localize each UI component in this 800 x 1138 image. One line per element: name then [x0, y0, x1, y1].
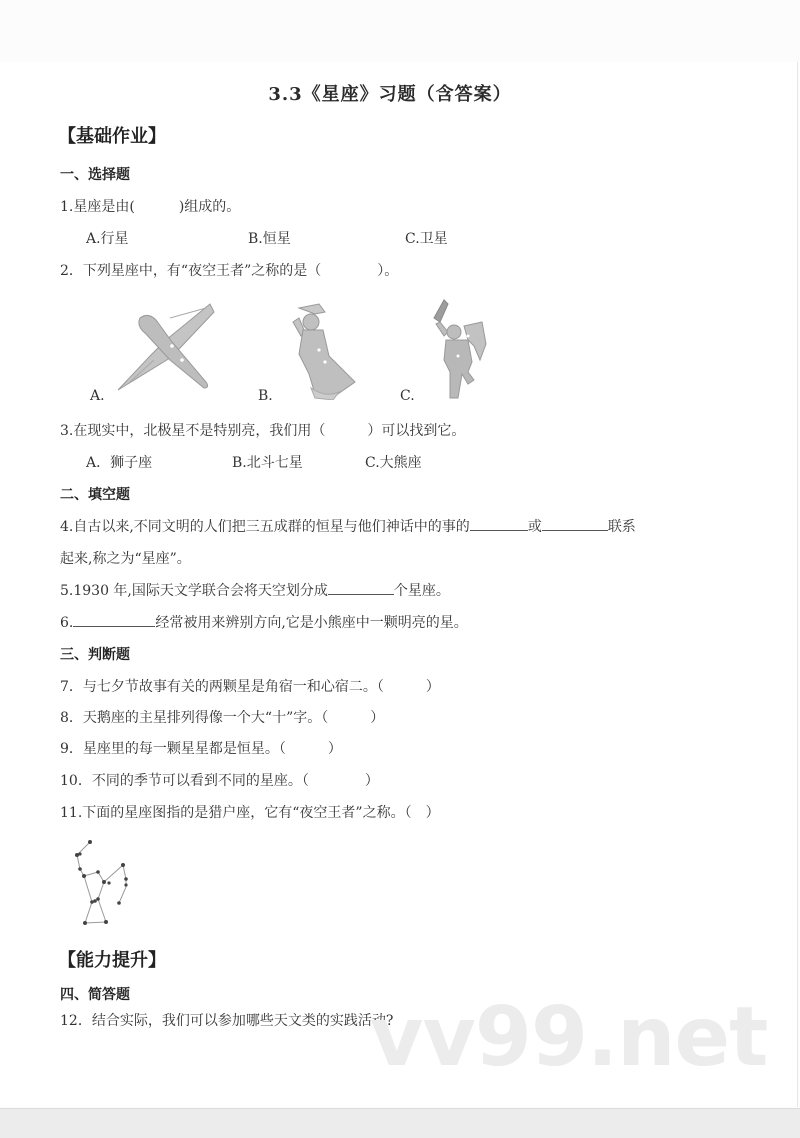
- question-2-option-b-label: B.: [258, 388, 273, 404]
- question-4-blank-2[interactable]: [542, 516, 608, 531]
- question-9: 9．星座里的每一颗星星都是恒星。（ ）: [60, 741, 342, 757]
- cygnus-swan-constellation-image: [110, 298, 220, 398]
- question-3-option-b: B.北斗七星: [232, 455, 303, 471]
- watermark: vv99.net: [370, 990, 768, 1085]
- question-1-text-before: 1.星座是由(: [60, 199, 135, 215]
- question-10: 10．不同的季节可以看到不同的星座。（ ）: [60, 773, 379, 789]
- question-1-text-after: )组成的。: [178, 199, 241, 215]
- question-2-option-c-label: C.: [400, 388, 415, 404]
- viewer-top-margin: [0, 0, 800, 62]
- question-6: [60, 612, 468, 632]
- question-1: [60, 196, 240, 216]
- question-5-text-2: 个星座。: [393, 583, 450, 599]
- question-5-blank[interactable]: [328, 580, 394, 595]
- question-3-option-a: A．狮子座: [86, 455, 153, 471]
- question-11: 11.下面的星座图指的是猎户座，它有“夜空王者”之称。（ ）: [60, 805, 440, 821]
- question-6-text-1: 6.: [60, 615, 74, 631]
- page-title: 3.3《星座》习题（含答案）: [268, 84, 512, 105]
- subsection-short-answer: 四、简答题: [60, 987, 130, 1003]
- question-1-option-a: A.行星: [86, 231, 129, 247]
- section-basic-homework: 【基础作业】: [58, 126, 166, 147]
- question-4-blank-1[interactable]: [470, 516, 528, 531]
- question-4-text-2: 联系: [607, 519, 636, 535]
- subsection-fill-in-blank: 二、填空题: [60, 487, 130, 503]
- question-1-option-c: C.卫星: [405, 231, 448, 247]
- question-12: 12．结合实际，我们可以参加哪些天文类的实践活动?: [60, 1013, 394, 1029]
- question-6-text-2: 经常被用来辨别方向,它是小熊座中一颗明亮的星。: [155, 615, 468, 631]
- question-4-text-or: 或: [527, 519, 542, 535]
- viewer-bottom-margin: [0, 1108, 800, 1138]
- section-ability-improvement: 【能力提升】: [58, 950, 166, 971]
- subsection-multiple-choice: 一、选择题: [60, 167, 130, 183]
- orion-hunter-constellation-image: [424, 296, 494, 402]
- question-5: [60, 580, 450, 600]
- question-7: 7．与七夕节故事有关的两颗星是角宿一和心宿二。（ ）: [60, 679, 440, 695]
- question-3: 3.在现实中，北极星不是特别亮，我们用（ ）可以找到它。: [60, 423, 466, 439]
- question-1-option-b: B.恒星: [248, 231, 291, 247]
- question-4-text-1: 4.自古以来,不同文明的人们把三五成群的恒星与他们神话中的事的: [60, 519, 470, 535]
- question-2: 2．下列星座中，有“夜空王者”之称的是（ ）。: [60, 263, 399, 279]
- orion-star-diagram-image: [60, 835, 150, 935]
- subsection-true-false: 三、判断题: [60, 647, 130, 663]
- question-3-option-c: C.大熊座: [365, 455, 422, 471]
- question-2-option-a-label: A.: [90, 388, 105, 404]
- andromeda-constellation-image: [285, 300, 365, 400]
- question-4-line-2: 起来,称之为“星座”。: [60, 551, 191, 567]
- question-6-blank[interactable]: [73, 612, 155, 627]
- question-8: 8．天鹅座的主星排列得像一个大“十”字。（ ）: [60, 710, 385, 726]
- question-5-text-1: 5.1930 年,国际天文学联合会将天空划分成: [60, 583, 328, 599]
- question-4: [60, 516, 636, 536]
